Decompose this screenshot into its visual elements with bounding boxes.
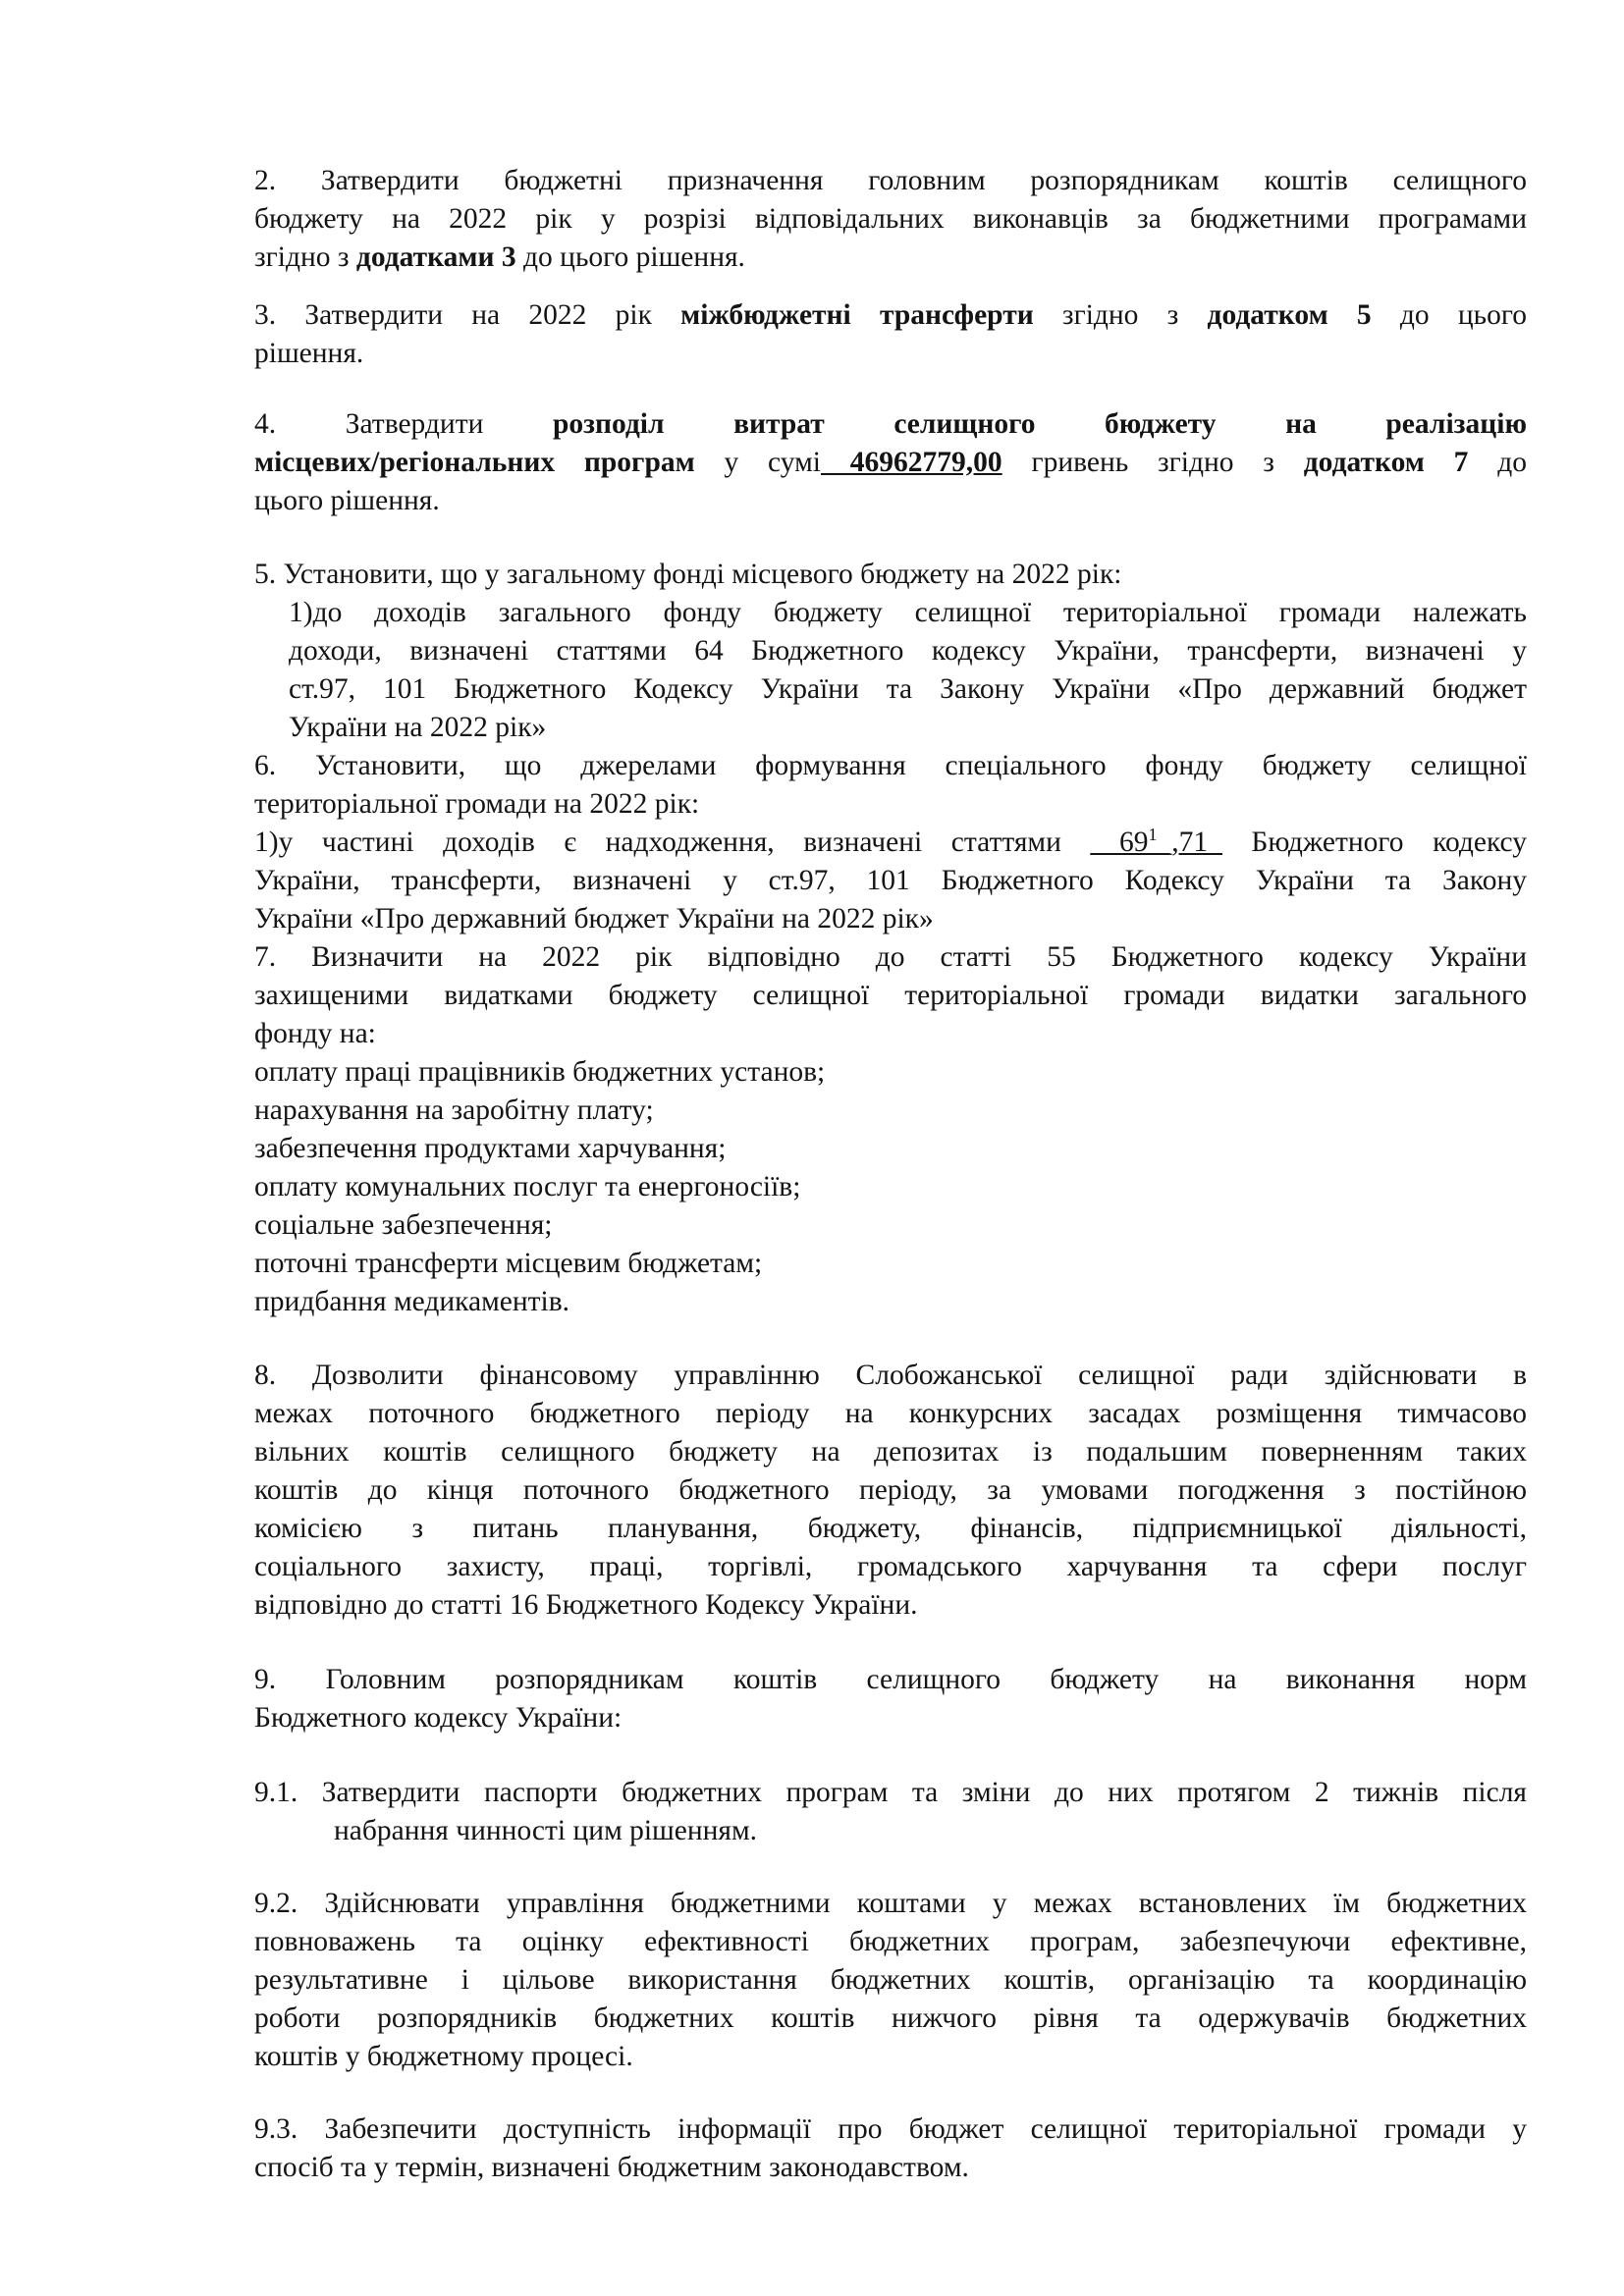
paragraph-5-line-3 — [289, 632, 1527, 669]
paragraph-5-line-1 — [254, 556, 1527, 593]
protected-expense-item — [254, 1283, 1527, 1320]
paragraph-8-line-2 — [254, 1395, 1527, 1432]
paragraph-2-line-2 — [254, 200, 1527, 238]
protected-expense-item — [254, 1168, 1527, 1205]
text: згідно з — [254, 241, 356, 273]
text: захищеними видатками бюджету селищної територіальної громади видатки загального — [254, 980, 1527, 1011]
text: України «Про державний бюджет України на 2022 рік» — [254, 903, 934, 934]
paragraph-6-line-4 — [254, 862, 1527, 899]
text: гривень згідно з — [1001, 447, 1304, 478]
text: 9.3. Забезпечити доступність інформації про бюджет селищної територіальної громади у — [254, 2113, 1527, 2145]
superscript: 1 — [1148, 825, 1158, 845]
text: соціальне забезпечення; — [254, 1209, 553, 1241]
paragraph-6-line-5 — [254, 900, 1527, 937]
protected-expense-item — [254, 1245, 1527, 1282]
paragraph-9-line-1 — [254, 1661, 1527, 1698]
text: оплату комунальних послуг та енергоносіїв; — [254, 1171, 801, 1202]
text: роботи розпорядників бюджетних коштів нижчого рівня та одержувачів бюджетних — [254, 2002, 1527, 2034]
text: відповідно до статті 16 Бюджетного Кодексу України. — [254, 1589, 918, 1621]
paragraph-9-3-line-2 — [254, 2149, 1527, 2186]
text: рішення. — [254, 338, 364, 369]
paragraph-9-2-line-3 — [254, 1961, 1527, 1999]
text: коштів у бюджетному процесі. — [254, 2041, 633, 2072]
text: до — [1468, 447, 1527, 478]
text: вільних коштів селищного бюджету на депозитах із подальшим поверненням таких — [254, 1436, 1527, 1468]
text: соціального захисту, праці, торгівлі, громадського харчування та сфери послуг — [254, 1551, 1527, 1582]
text: 7. Визначити на 2022 рік відповідно до статті 55 Бюджетного кодексу України — [254, 941, 1527, 973]
paragraph-4-line-2 — [254, 444, 1527, 481]
text: 1)у частині доходів є надходження, визначені статтями — [254, 827, 1091, 858]
paragraph-9-2-line-5 — [254, 2038, 1527, 2075]
text: до цього — [1371, 299, 1527, 331]
paragraph-2-line-3 — [254, 239, 1527, 276]
protected-expense-item — [254, 1092, 1527, 1129]
text: комісією з питань планування, бюджету, фінансів, підприємницької діяльності, — [254, 1513, 1527, 1544]
text: бюджету на 2022 рік у розрізі відповідальних виконавців за бюджетними програмами — [254, 203, 1527, 235]
text: України, трансферти, визначені у ст.97, 101 Бюджетного Кодексу України та Закону — [254, 865, 1527, 896]
paragraph-6-line-2 — [254, 785, 1527, 823]
text: Бюджетного кодексу України: — [254, 1702, 623, 1734]
text: придбання медикаментів. — [254, 1286, 570, 1317]
text: 9.2. Здійснювати управління бюджетними коштами у межах встановлених їм бюджетних — [254, 1888, 1527, 1919]
text: доходи, визначені статтями 64 Бюджетного кодексу України, трансферти, визначені у — [289, 635, 1527, 667]
paragraph-6-line-1 — [254, 747, 1527, 784]
bold-text: місцевих/регіональних програм — [254, 447, 695, 478]
text: до цього рішення. — [515, 241, 745, 273]
paragraph-5-line-4 — [289, 670, 1527, 708]
text: межах поточного бюджетного періоду на конкурсних засадах розміщення тимчасово — [254, 1398, 1527, 1429]
text: 1)до доходів загального фонду бюджету селищної територіальної громади належать — [289, 597, 1527, 628]
paragraph-9-3-line-1 — [254, 2110, 1527, 2148]
text: ст.97, 101 Бюджетного Кодексу України та Закону України «Про державний бюджет — [289, 673, 1527, 705]
bold-text: міжбюджетні трансферти — [680, 299, 1034, 331]
text: поточні трансферти місцевим бюджетам; — [254, 1248, 763, 1279]
paragraph-4-line-3 — [254, 482, 1527, 519]
paragraph-8-line-5 — [254, 1510, 1527, 1547]
paragraph-5-line-2 — [289, 594, 1527, 631]
paragraph-3-line-2 — [254, 335, 1527, 372]
text: повноважень та оцінку ефективності бюджетних програм, забезпечуючи ефективне, — [254, 1926, 1527, 1957]
paragraph-7-line-2 — [254, 977, 1527, 1014]
budget-amount: 46962779,00 — [820, 447, 1002, 478]
text: нарахування на заробітну плату; — [254, 1095, 654, 1126]
protected-expense-item — [254, 1130, 1527, 1167]
paragraph-2-line-1 — [254, 162, 1527, 199]
paragraph-7-line-1 — [254, 938, 1527, 976]
text: територіальної громади на 2022 рік: — [254, 788, 700, 820]
text: набрання чинності цим рішенням. — [334, 1815, 758, 1846]
text: України на 2022 рік» — [289, 712, 547, 743]
paragraph-3-line-1 — [254, 296, 1527, 334]
text: _,71_ — [1157, 827, 1222, 858]
text: оплату праці працівників бюджетних установ; — [254, 1056, 826, 1088]
text: 2. Затвердити бюджетні призначення головним розпорядникам коштів селищного — [254, 165, 1527, 196]
text: спосіб та у термін, визначені бюджетним законодавством. — [254, 2152, 969, 2183]
paragraph-9-line-2 — [254, 1699, 1527, 1736]
bold-text: додатками 3 — [355, 241, 516, 273]
text: 6. Установити, що джерелами формування спеціального фонду бюджету селищної — [254, 750, 1527, 781]
bold-text: додатком 7 — [1303, 447, 1469, 478]
text: 3. Затвердити на 2022 рік — [254, 299, 681, 331]
text: 9. Головним розпорядникам коштів селищного бюджету на виконання норм — [254, 1664, 1527, 1695]
paragraph-8-line-4 — [254, 1471, 1527, 1509]
text: __69 — [1090, 827, 1149, 858]
paragraph-6-line-3 — [254, 824, 1527, 861]
text: фонду на: — [254, 1018, 376, 1049]
text: 4. Затвердити — [254, 408, 553, 440]
paragraph-9-1-line-1 — [254, 1774, 1527, 1811]
paragraph-8-line-7 — [254, 1586, 1527, 1624]
text: коштів до кінця поточного бюджетного періоду, за умовами погодження з постійною — [254, 1474, 1527, 1506]
protected-expense-item — [254, 1206, 1527, 1244]
text: забезпечення продуктами харчування; — [254, 1133, 727, 1164]
article-numbers — [1090, 827, 1221, 858]
text: Бюджетного кодексу — [1221, 827, 1527, 858]
bold-text: додатком 5 — [1207, 299, 1372, 331]
paragraph-8-line-6 — [254, 1548, 1527, 1585]
protected-expense-item — [254, 1053, 1527, 1091]
paragraph-9-2-line-1 — [254, 1885, 1527, 1922]
text: згідно з — [1033, 299, 1208, 331]
paragraph-9-2-line-4 — [254, 2000, 1527, 2037]
text: результативне і цільове використання бюджетних коштів, організацію та координацію — [254, 1964, 1527, 1996]
paragraph-4-line-1 — [254, 405, 1527, 443]
paragraph-8-line-3 — [254, 1433, 1527, 1470]
text: 8. Дозволити фінансовому управлінню Слобожанської селищної ради здійснювати в — [254, 1360, 1527, 1391]
paragraph-9-2-line-2 — [254, 1923, 1527, 1960]
paragraph-5-line-5 — [289, 709, 1527, 746]
paragraph-9-1-line-2 — [334, 1812, 1527, 1849]
text: 5. Установити, що у загальному фонді місцевого бюджету на 2022 рік: — [254, 559, 1122, 590]
paragraph-8-line-1 — [254, 1357, 1527, 1394]
paragraph-7-line-3 — [254, 1015, 1527, 1052]
text: 9.1. Затвердити паспорти бюджетних програм та зміни до них протягом 2 тижнів після — [254, 1777, 1527, 1808]
bold-text: розподіл витрат селищного бюджету на реалізацію — [552, 408, 1527, 440]
text: цього рішення. — [254, 485, 440, 516]
text: у сумі — [694, 447, 821, 478]
